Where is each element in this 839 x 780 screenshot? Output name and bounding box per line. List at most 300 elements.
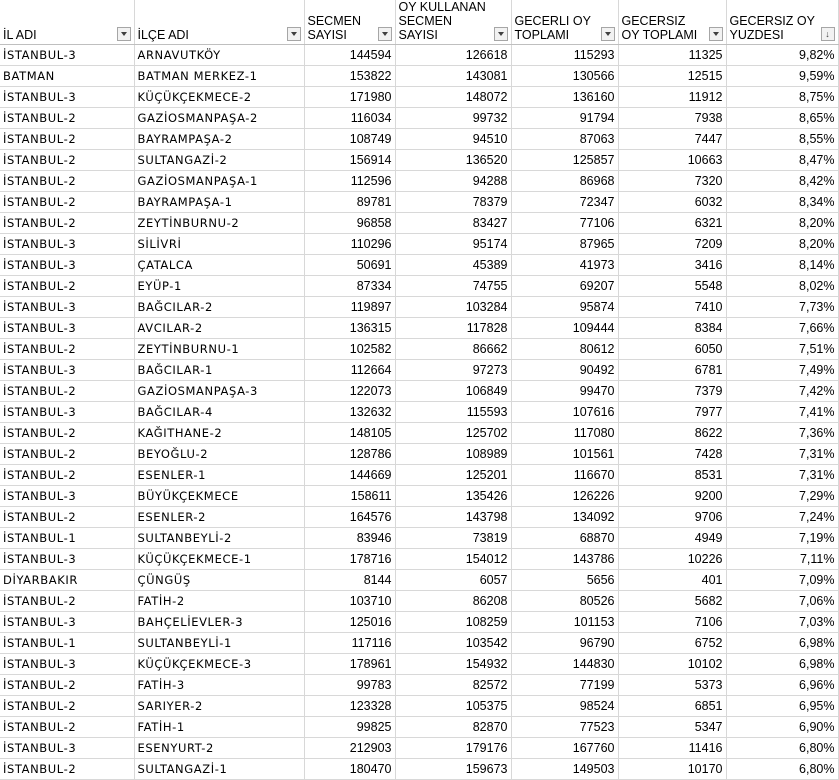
table-row (0, 612, 838, 633)
cell-secmen-sayisi[interactable]: 125016 (304, 612, 395, 633)
cell-ilce-adi[interactable]: BATMAN MERKEZ-1 (134, 66, 304, 87)
cell-il-adi[interactable]: İSTANBUL-2 (0, 150, 134, 171)
table-row (0, 402, 838, 423)
cell-gecersiz-oy-toplami[interactable]: 6032 (618, 192, 726, 213)
cell-il-adi[interactable]: İSTANBUL-3 (0, 738, 134, 759)
cell-gecersiz-oy-yuzdesi[interactable]: 7,73% (726, 297, 838, 318)
cell-oy-kullanan-secmen-sayisi[interactable]: 143798 (395, 507, 511, 528)
cell-gecerli-oy-toplami[interactable]: 117080 (511, 423, 618, 444)
cell-secmen-sayisi[interactable]: 128786 (304, 444, 395, 465)
cell-ilce-adi[interactable]: ÇATALCA (134, 255, 304, 276)
cell-gecerli-oy-toplami[interactable]: 87063 (511, 129, 618, 150)
cell-gecersiz-oy-toplami[interactable]: 7938 (618, 108, 726, 129)
table-row (0, 423, 838, 444)
cell-gecerli-oy-toplami[interactable]: 101561 (511, 444, 618, 465)
cell-gecersiz-oy-yuzdesi[interactable]: 8,20% (726, 234, 838, 255)
cell-gecersiz-oy-yuzdesi[interactable]: 8,47% (726, 150, 838, 171)
cell-ilce-adi[interactable]: SULTANBEYLİ-1 (134, 633, 304, 654)
cell-oy-kullanan-secmen-sayisi[interactable]: 74755 (395, 276, 511, 297)
cell-gecersiz-oy-toplami[interactable]: 7410 (618, 297, 726, 318)
cell-gecersiz-oy-toplami[interactable]: 10170 (618, 759, 726, 780)
cell-gecersiz-oy-yuzdesi[interactable]: 8,75% (726, 87, 838, 108)
table-row (0, 507, 838, 528)
cell-il-adi[interactable]: İSTANBUL-2 (0, 759, 134, 780)
table-row (0, 150, 838, 171)
cell-oy-kullanan-secmen-sayisi[interactable]: 125201 (395, 465, 511, 486)
cell-il-adi[interactable]: İSTANBUL-3 (0, 360, 134, 381)
cell-oy-kullanan-secmen-sayisi[interactable]: 126618 (395, 45, 511, 66)
filter-dropdown-icon[interactable] (378, 27, 392, 41)
cell-secmen-sayisi[interactable]: 148105 (304, 423, 395, 444)
cell-secmen-sayisi[interactable]: 117116 (304, 633, 395, 654)
cell-gecersiz-oy-toplami[interactable]: 11416 (618, 738, 726, 759)
cell-secmen-sayisi[interactable]: 108749 (304, 129, 395, 150)
cell-gecersiz-oy-yuzdesi[interactable]: 7,19% (726, 528, 838, 549)
cell-il-adi[interactable]: İSTANBUL-2 (0, 276, 134, 297)
cell-gecersiz-oy-toplami[interactable]: 7447 (618, 129, 726, 150)
cell-ilce-adi[interactable]: ESENLER-1 (134, 465, 304, 486)
cell-gecerli-oy-toplami[interactable]: 91794 (511, 108, 618, 129)
cell-gecerli-oy-toplami[interactable]: 80526 (511, 591, 618, 612)
cell-gecerli-oy-toplami[interactable]: 77106 (511, 213, 618, 234)
table-row (0, 696, 838, 717)
cell-secmen-sayisi[interactable]: 132632 (304, 402, 395, 423)
cell-oy-kullanan-secmen-sayisi[interactable]: 108259 (395, 612, 511, 633)
cell-gecersiz-oy-yuzdesi[interactable]: 8,55% (726, 129, 838, 150)
filter-dropdown-icon[interactable] (494, 27, 508, 41)
cell-gecersiz-oy-yuzdesi[interactable]: 7,11% (726, 549, 838, 570)
cell-gecerli-oy-toplami[interactable]: 125857 (511, 150, 618, 171)
cell-gecersiz-oy-yuzdesi[interactable]: 7,09% (726, 570, 838, 591)
cell-ilce-adi[interactable]: FATİH-3 (134, 675, 304, 696)
cell-secmen-sayisi[interactable]: 144594 (304, 45, 395, 66)
cell-il-adi[interactable]: İSTANBUL-3 (0, 255, 134, 276)
cell-ilce-adi[interactable]: BAĞCILAR-4 (134, 402, 304, 423)
cell-ilce-adi[interactable]: BAYRAMPAŞA-2 (134, 129, 304, 150)
cell-ilce-adi[interactable]: BÜYÜKÇEKMECE (134, 486, 304, 507)
cell-gecerli-oy-toplami[interactable]: 87965 (511, 234, 618, 255)
cell-secmen-sayisi[interactable]: 103710 (304, 591, 395, 612)
cell-oy-kullanan-secmen-sayisi[interactable]: 136520 (395, 150, 511, 171)
cell-oy-kullanan-secmen-sayisi[interactable]: 117828 (395, 318, 511, 339)
cell-gecersiz-oy-yuzdesi[interactable]: 8,65% (726, 108, 838, 129)
cell-il-adi[interactable]: İSTANBUL-2 (0, 423, 134, 444)
cell-gecerli-oy-toplami[interactable]: 130566 (511, 66, 618, 87)
cell-secmen-sayisi[interactable]: 178961 (304, 654, 395, 675)
cell-gecersiz-oy-yuzdesi[interactable]: 7,49% (726, 360, 838, 381)
cell-il-adi[interactable]: İSTANBUL-3 (0, 486, 134, 507)
column-header-label: GECERSIZ OY YUZDESI (729, 14, 815, 42)
column-header-label: SECMEN SAYISI (307, 14, 361, 42)
cell-gecersiz-oy-yuzdesi[interactable]: 8,42% (726, 171, 838, 192)
cell-gecersiz-oy-yuzdesi[interactable]: 7,36% (726, 423, 838, 444)
cell-gecerli-oy-toplami[interactable]: 101153 (511, 612, 618, 633)
table-row (0, 297, 838, 318)
cell-oy-kullanan-secmen-sayisi[interactable]: 103542 (395, 633, 511, 654)
cell-il-adi[interactable]: İSTANBUL-3 (0, 318, 134, 339)
cell-gecersiz-oy-yuzdesi[interactable]: 8,20% (726, 213, 838, 234)
cell-ilce-adi[interactable]: KÜÇÜKÇEKMECE-3 (134, 654, 304, 675)
cell-oy-kullanan-secmen-sayisi[interactable]: 148072 (395, 87, 511, 108)
cell-gecerli-oy-toplami[interactable]: 115293 (511, 45, 618, 66)
cell-oy-kullanan-secmen-sayisi[interactable]: 95174 (395, 234, 511, 255)
cell-secmen-sayisi[interactable]: 83946 (304, 528, 395, 549)
cell-oy-kullanan-secmen-sayisi[interactable]: 105375 (395, 696, 511, 717)
cell-gecersiz-oy-yuzdesi[interactable]: 7,66% (726, 318, 838, 339)
cell-gecersiz-oy-yuzdesi[interactable]: 7,24% (726, 507, 838, 528)
cell-gecersiz-oy-toplami[interactable]: 12515 (618, 66, 726, 87)
column-header-gecersiz-oy-toplami[interactable] (618, 0, 726, 45)
cell-ilce-adi[interactable]: EYÜP-1 (134, 276, 304, 297)
cell-gecersiz-oy-toplami[interactable]: 7320 (618, 171, 726, 192)
cell-il-adi[interactable]: İSTANBUL-3 (0, 297, 134, 318)
cell-gecersiz-oy-toplami[interactable]: 10663 (618, 150, 726, 171)
cell-gecerli-oy-toplami[interactable]: 134092 (511, 507, 618, 528)
cell-gecersiz-oy-toplami[interactable]: 6781 (618, 360, 726, 381)
cell-gecerli-oy-toplami[interactable]: 80612 (511, 339, 618, 360)
cell-gecersiz-oy-toplami[interactable]: 5347 (618, 717, 726, 738)
cell-gecersiz-oy-toplami[interactable]: 5548 (618, 276, 726, 297)
cell-gecersiz-oy-toplami[interactable]: 10226 (618, 549, 726, 570)
filter-dropdown-icon[interactable] (709, 27, 723, 41)
cell-gecersiz-oy-toplami[interactable]: 6851 (618, 696, 726, 717)
cell-secmen-sayisi[interactable]: 112596 (304, 171, 395, 192)
cell-gecersiz-oy-yuzdesi[interactable]: 7,41% (726, 402, 838, 423)
cell-gecersiz-oy-yuzdesi[interactable]: 9,59% (726, 66, 838, 87)
cell-oy-kullanan-secmen-sayisi[interactable]: 103284 (395, 297, 511, 318)
chevron-down-icon (498, 32, 504, 36)
cell-gecersiz-oy-toplami[interactable]: 7428 (618, 444, 726, 465)
cell-secmen-sayisi[interactable]: 180470 (304, 759, 395, 780)
cell-gecersiz-oy-yuzdesi[interactable]: 8,34% (726, 192, 838, 213)
cell-il-adi[interactable]: İSTANBUL-2 (0, 171, 134, 192)
chevron-down-icon (605, 32, 611, 36)
cell-oy-kullanan-secmen-sayisi[interactable]: 73819 (395, 528, 511, 549)
cell-secmen-sayisi[interactable]: 50691 (304, 255, 395, 276)
cell-secmen-sayisi[interactable]: 8144 (304, 570, 395, 591)
cell-secmen-sayisi[interactable]: 123328 (304, 696, 395, 717)
cell-oy-kullanan-secmen-sayisi[interactable]: 6057 (395, 570, 511, 591)
table-row (0, 759, 838, 780)
cell-gecerli-oy-toplami[interactable]: 107616 (511, 402, 618, 423)
cell-gecersiz-oy-toplami[interactable]: 7209 (618, 234, 726, 255)
cell-gecerli-oy-toplami[interactable]: 95874 (511, 297, 618, 318)
cell-secmen-sayisi[interactable]: 96858 (304, 213, 395, 234)
cell-il-adi[interactable]: DİYARBAKIR (0, 570, 134, 591)
column-header-oy-kullanan-secmen-sayisi[interactable] (395, 0, 511, 45)
sort-descending-icon[interactable] (821, 27, 835, 41)
table-row (0, 465, 838, 486)
cell-secmen-sayisi[interactable]: 112664 (304, 360, 395, 381)
cell-gecerli-oy-toplami[interactable]: 98524 (511, 696, 618, 717)
cell-oy-kullanan-secmen-sayisi[interactable]: 82870 (395, 717, 511, 738)
table-row (0, 654, 838, 675)
column-header-gecersiz-oy-yuzdesi[interactable] (726, 0, 838, 45)
cell-ilce-adi[interactable]: BAHÇELİEVLER-3 (134, 612, 304, 633)
cell-secmen-sayisi[interactable]: 156914 (304, 150, 395, 171)
cell-gecerli-oy-toplami[interactable]: 77523 (511, 717, 618, 738)
cell-secmen-sayisi[interactable]: 212903 (304, 738, 395, 759)
cell-gecerli-oy-toplami[interactable]: 109444 (511, 318, 618, 339)
cell-il-adi[interactable]: İSTANBUL-2 (0, 213, 134, 234)
cell-ilce-adi[interactable]: GAZİOSMANPAŞA-1 (134, 171, 304, 192)
cell-gecersiz-oy-yuzdesi[interactable]: 7,03% (726, 612, 838, 633)
cell-gecerli-oy-toplami[interactable]: 144830 (511, 654, 618, 675)
cell-secmen-sayisi[interactable]: 153822 (304, 66, 395, 87)
cell-gecersiz-oy-yuzdesi[interactable]: 6,90% (726, 717, 838, 738)
cell-ilce-adi[interactable]: KAĞITHANE-2 (134, 423, 304, 444)
cell-il-adi[interactable]: İSTANBUL-3 (0, 45, 134, 66)
cell-il-adi[interactable]: İSTANBUL-2 (0, 675, 134, 696)
cell-secmen-sayisi[interactable]: 116034 (304, 108, 395, 129)
cell-gecerli-oy-toplami[interactable]: 126226 (511, 486, 618, 507)
cell-ilce-adi[interactable]: BEYOĞLU-2 (134, 444, 304, 465)
cell-gecerli-oy-toplami[interactable]: 143786 (511, 549, 618, 570)
cell-ilce-adi[interactable]: ARNAVUTKÖY (134, 45, 304, 66)
cell-secmen-sayisi[interactable]: 144669 (304, 465, 395, 486)
cell-oy-kullanan-secmen-sayisi[interactable]: 108989 (395, 444, 511, 465)
cell-gecersiz-oy-toplami[interactable]: 8384 (618, 318, 726, 339)
cell-il-adi[interactable]: İSTANBUL-3 (0, 402, 134, 423)
cell-il-adi[interactable]: İSTANBUL-1 (0, 528, 134, 549)
cell-il-adi[interactable]: İSTANBUL-2 (0, 717, 134, 738)
table-row (0, 717, 838, 738)
table-row (0, 213, 838, 234)
cell-il-adi[interactable]: İSTANBUL-2 (0, 591, 134, 612)
cell-gecersiz-oy-toplami[interactable]: 8622 (618, 423, 726, 444)
sort-arrow-glyph: ↓ (825, 29, 830, 39)
cell-gecerli-oy-toplami[interactable]: 96790 (511, 633, 618, 654)
cell-secmen-sayisi[interactable]: 102582 (304, 339, 395, 360)
cell-ilce-adi[interactable]: GAZİOSMANPAŞA-2 (134, 108, 304, 129)
cell-secmen-sayisi[interactable]: 122073 (304, 381, 395, 402)
cell-gecersiz-oy-toplami[interactable]: 5373 (618, 675, 726, 696)
cell-gecerli-oy-toplami[interactable]: 167760 (511, 738, 618, 759)
cell-secmen-sayisi[interactable]: 87334 (304, 276, 395, 297)
cell-ilce-adi[interactable]: FATİH-1 (134, 717, 304, 738)
cell-il-adi[interactable]: İSTANBUL-2 (0, 192, 134, 213)
cell-gecersiz-oy-yuzdesi[interactable]: 7,06% (726, 591, 838, 612)
filter-dropdown-icon[interactable] (287, 27, 301, 41)
cell-il-adi[interactable]: İSTANBUL-3 (0, 612, 134, 633)
cell-secmen-sayisi[interactable]: 136315 (304, 318, 395, 339)
cell-gecersiz-oy-yuzdesi[interactable]: 6,98% (726, 633, 838, 654)
cell-gecersiz-oy-yuzdesi[interactable]: 7,31% (726, 444, 838, 465)
cell-oy-kullanan-secmen-sayisi[interactable]: 154012 (395, 549, 511, 570)
cell-gecersiz-oy-toplami[interactable]: 10102 (618, 654, 726, 675)
column-header-label: İLÇE ADI (137, 28, 189, 42)
table-row (0, 339, 838, 360)
cell-il-adi[interactable]: İSTANBUL-2 (0, 108, 134, 129)
cell-gecersiz-oy-toplami[interactable]: 8531 (618, 465, 726, 486)
cell-gecerli-oy-toplami[interactable]: 116670 (511, 465, 618, 486)
cell-ilce-adi[interactable]: KÜÇÜKÇEKMECE-2 (134, 87, 304, 108)
cell-oy-kullanan-secmen-sayisi[interactable]: 94288 (395, 171, 511, 192)
cell-ilce-adi[interactable]: ZEYTİNBURNU-1 (134, 339, 304, 360)
cell-gecersiz-oy-toplami[interactable]: 4949 (618, 528, 726, 549)
cell-gecersiz-oy-toplami[interactable]: 9706 (618, 507, 726, 528)
cell-gecersiz-oy-yuzdesi[interactable]: 6,95% (726, 696, 838, 717)
table-row (0, 570, 838, 591)
cell-gecersiz-oy-toplami[interactable]: 6050 (618, 339, 726, 360)
cell-ilce-adi[interactable]: SULTANGAZİ-2 (134, 150, 304, 171)
cell-gecerli-oy-toplami[interactable]: 5656 (511, 570, 618, 591)
table-row (0, 381, 838, 402)
table-row (0, 675, 838, 696)
cell-ilce-adi[interactable]: BAĞCILAR-1 (134, 360, 304, 381)
cell-gecersiz-oy-toplami[interactable]: 7977 (618, 402, 726, 423)
cell-secmen-sayisi[interactable]: 110296 (304, 234, 395, 255)
cell-il-adi[interactable]: İSTANBUL-3 (0, 234, 134, 255)
column-header-secmen-sayisi[interactable] (304, 0, 395, 45)
cell-ilce-adi[interactable]: ESENLER-2 (134, 507, 304, 528)
cell-oy-kullanan-secmen-sayisi[interactable]: 154932 (395, 654, 511, 675)
cell-gecersiz-oy-yuzdesi[interactable]: 8,14% (726, 255, 838, 276)
cell-ilce-adi[interactable]: BAYRAMPAŞA-1 (134, 192, 304, 213)
cell-il-adi[interactable]: İSTANBUL-2 (0, 696, 134, 717)
cell-ilce-adi[interactable]: SULTANGAZİ-1 (134, 759, 304, 780)
cell-oy-kullanan-secmen-sayisi[interactable]: 125702 (395, 423, 511, 444)
cell-ilce-adi[interactable]: ZEYTİNBURNU-2 (134, 213, 304, 234)
column-header-label: İL ADI (3, 28, 37, 42)
cell-oy-kullanan-secmen-sayisi[interactable]: 94510 (395, 129, 511, 150)
cell-gecersiz-oy-toplami[interactable]: 6321 (618, 213, 726, 234)
table-row (0, 129, 838, 150)
cell-gecersiz-oy-yuzdesi[interactable]: 6,80% (726, 738, 838, 759)
cell-oy-kullanan-secmen-sayisi[interactable]: 45389 (395, 255, 511, 276)
cell-il-adi[interactable]: İSTANBUL-2 (0, 129, 134, 150)
cell-secmen-sayisi[interactable]: 178716 (304, 549, 395, 570)
cell-secmen-sayisi[interactable]: 89781 (304, 192, 395, 213)
cell-oy-kullanan-secmen-sayisi[interactable]: 179176 (395, 738, 511, 759)
cell-gecerli-oy-toplami[interactable]: 69207 (511, 276, 618, 297)
cell-gecersiz-oy-toplami[interactable]: 7106 (618, 612, 726, 633)
cell-gecerli-oy-toplami[interactable]: 72347 (511, 192, 618, 213)
cell-ilce-adi[interactable]: ÇÜNGÜŞ (134, 570, 304, 591)
table-row (0, 444, 838, 465)
cell-gecersiz-oy-yuzdesi[interactable]: 7,51% (726, 339, 838, 360)
column-header-label: OY KULLANAN SECMEN SAYISI (398, 0, 486, 42)
cell-secmen-sayisi[interactable]: 171980 (304, 87, 395, 108)
cell-gecerli-oy-toplami[interactable]: 68870 (511, 528, 618, 549)
cell-ilce-adi[interactable]: SİLİVRİ (134, 234, 304, 255)
cell-gecersiz-oy-toplami[interactable]: 7379 (618, 381, 726, 402)
table-row (0, 276, 838, 297)
cell-gecersiz-oy-yuzdesi[interactable]: 6,96% (726, 675, 838, 696)
table-row (0, 738, 838, 759)
cell-il-adi[interactable]: İSTANBUL-3 (0, 549, 134, 570)
cell-gecerli-oy-toplami[interactable]: 86968 (511, 171, 618, 192)
cell-ilce-adi[interactable]: FATİH-2 (134, 591, 304, 612)
cell-il-adi[interactable]: İSTANBUL-3 (0, 87, 134, 108)
cell-gecerli-oy-toplami[interactable]: 77199 (511, 675, 618, 696)
cell-gecersiz-oy-yuzdesi[interactable]: 8,02% (726, 276, 838, 297)
table-row (0, 528, 838, 549)
cell-oy-kullanan-secmen-sayisi[interactable]: 86208 (395, 591, 511, 612)
cell-il-adi[interactable]: BATMAN (0, 66, 134, 87)
column-header-gecerli-oy-toplami[interactable] (511, 0, 618, 45)
cell-oy-kullanan-secmen-sayisi[interactable]: 143081 (395, 66, 511, 87)
cell-il-adi[interactable]: İSTANBUL-3 (0, 654, 134, 675)
cell-gecersiz-oy-yuzdesi[interactable]: 9,82% (726, 45, 838, 66)
cell-ilce-adi[interactable]: SULTANBEYLİ-2 (134, 528, 304, 549)
filter-dropdown-icon[interactable] (117, 27, 131, 41)
header-row (0, 0, 838, 45)
cell-secmen-sayisi[interactable]: 99825 (304, 717, 395, 738)
cell-gecerli-oy-toplami[interactable]: 149503 (511, 759, 618, 780)
cell-secmen-sayisi[interactable]: 164576 (304, 507, 395, 528)
cell-oy-kullanan-secmen-sayisi[interactable]: 159673 (395, 759, 511, 780)
cell-gecersiz-oy-yuzdesi[interactable]: 7,31% (726, 465, 838, 486)
table-row (0, 192, 838, 213)
cell-ilce-adi[interactable]: AVCILAR-2 (134, 318, 304, 339)
cell-ilce-adi[interactable]: BAĞCILAR-2 (134, 297, 304, 318)
table-row (0, 633, 838, 654)
chevron-down-icon (121, 32, 127, 36)
table-row (0, 591, 838, 612)
cell-oy-kullanan-secmen-sayisi[interactable]: 78379 (395, 192, 511, 213)
cell-ilce-adi[interactable]: ESENYURT-2 (134, 738, 304, 759)
filter-dropdown-icon[interactable] (601, 27, 615, 41)
cell-oy-kullanan-secmen-sayisi[interactable]: 99732 (395, 108, 511, 129)
cell-gecersiz-oy-yuzdesi[interactable]: 6,98% (726, 654, 838, 675)
cell-gecerli-oy-toplami[interactable]: 136160 (511, 87, 618, 108)
chevron-down-icon (713, 32, 719, 36)
cell-gecersiz-oy-yuzdesi[interactable]: 6,80% (726, 759, 838, 780)
column-header-il-adi[interactable] (0, 0, 134, 45)
cell-oy-kullanan-secmen-sayisi[interactable]: 97273 (395, 360, 511, 381)
cell-il-adi[interactable]: İSTANBUL-2 (0, 507, 134, 528)
cell-il-adi[interactable]: İSTANBUL-2 (0, 465, 134, 486)
cell-oy-kullanan-secmen-sayisi[interactable]: 82572 (395, 675, 511, 696)
cell-gecersiz-oy-toplami[interactable]: 11325 (618, 45, 726, 66)
cell-gecersiz-oy-toplami[interactable]: 3416 (618, 255, 726, 276)
column-header-ilce-adi[interactable] (134, 0, 304, 45)
table-row (0, 45, 838, 66)
cell-gecersiz-oy-toplami[interactable]: 401 (618, 570, 726, 591)
cell-il-adi[interactable]: İSTANBUL-1 (0, 633, 134, 654)
cell-secmen-sayisi[interactable]: 99783 (304, 675, 395, 696)
cell-il-adi[interactable]: İSTANBUL-2 (0, 339, 134, 360)
table-row (0, 234, 838, 255)
cell-gecersiz-oy-toplami[interactable]: 6752 (618, 633, 726, 654)
cell-oy-kullanan-secmen-sayisi[interactable]: 106849 (395, 381, 511, 402)
cell-oy-kullanan-secmen-sayisi[interactable]: 83427 (395, 213, 511, 234)
cell-gecerli-oy-toplami[interactable]: 90492 (511, 360, 618, 381)
cell-gecerli-oy-toplami[interactable]: 41973 (511, 255, 618, 276)
cell-secmen-sayisi[interactable]: 119897 (304, 297, 395, 318)
table-body (0, 45, 838, 780)
cell-oy-kullanan-secmen-sayisi[interactable]: 115593 (395, 402, 511, 423)
cell-il-adi[interactable]: İSTANBUL-2 (0, 381, 134, 402)
table-row (0, 360, 838, 381)
cell-gecersiz-oy-toplami[interactable]: 9200 (618, 486, 726, 507)
cell-il-adi[interactable]: İSTANBUL-2 (0, 444, 134, 465)
cell-ilce-adi[interactable]: KÜÇÜKÇEKMECE-1 (134, 549, 304, 570)
table-row (0, 486, 838, 507)
column-header-label: GECERSIZ OY TOPLAMI (621, 14, 698, 42)
cell-oy-kullanan-secmen-sayisi[interactable]: 86662 (395, 339, 511, 360)
cell-gecerli-oy-toplami[interactable]: 99470 (511, 381, 618, 402)
cell-ilce-adi[interactable]: GAZİOSMANPAŞA-3 (134, 381, 304, 402)
cell-oy-kullanan-secmen-sayisi[interactable]: 135426 (395, 486, 511, 507)
cell-gecersiz-oy-toplami[interactable]: 11912 (618, 87, 726, 108)
cell-gecersiz-oy-yuzdesi[interactable]: 7,29% (726, 486, 838, 507)
cell-gecersiz-oy-yuzdesi[interactable]: 7,42% (726, 381, 838, 402)
cell-secmen-sayisi[interactable]: 158611 (304, 486, 395, 507)
cell-gecersiz-oy-toplami[interactable]: 5682 (618, 591, 726, 612)
cell-ilce-adi[interactable]: SARIYER-2 (134, 696, 304, 717)
